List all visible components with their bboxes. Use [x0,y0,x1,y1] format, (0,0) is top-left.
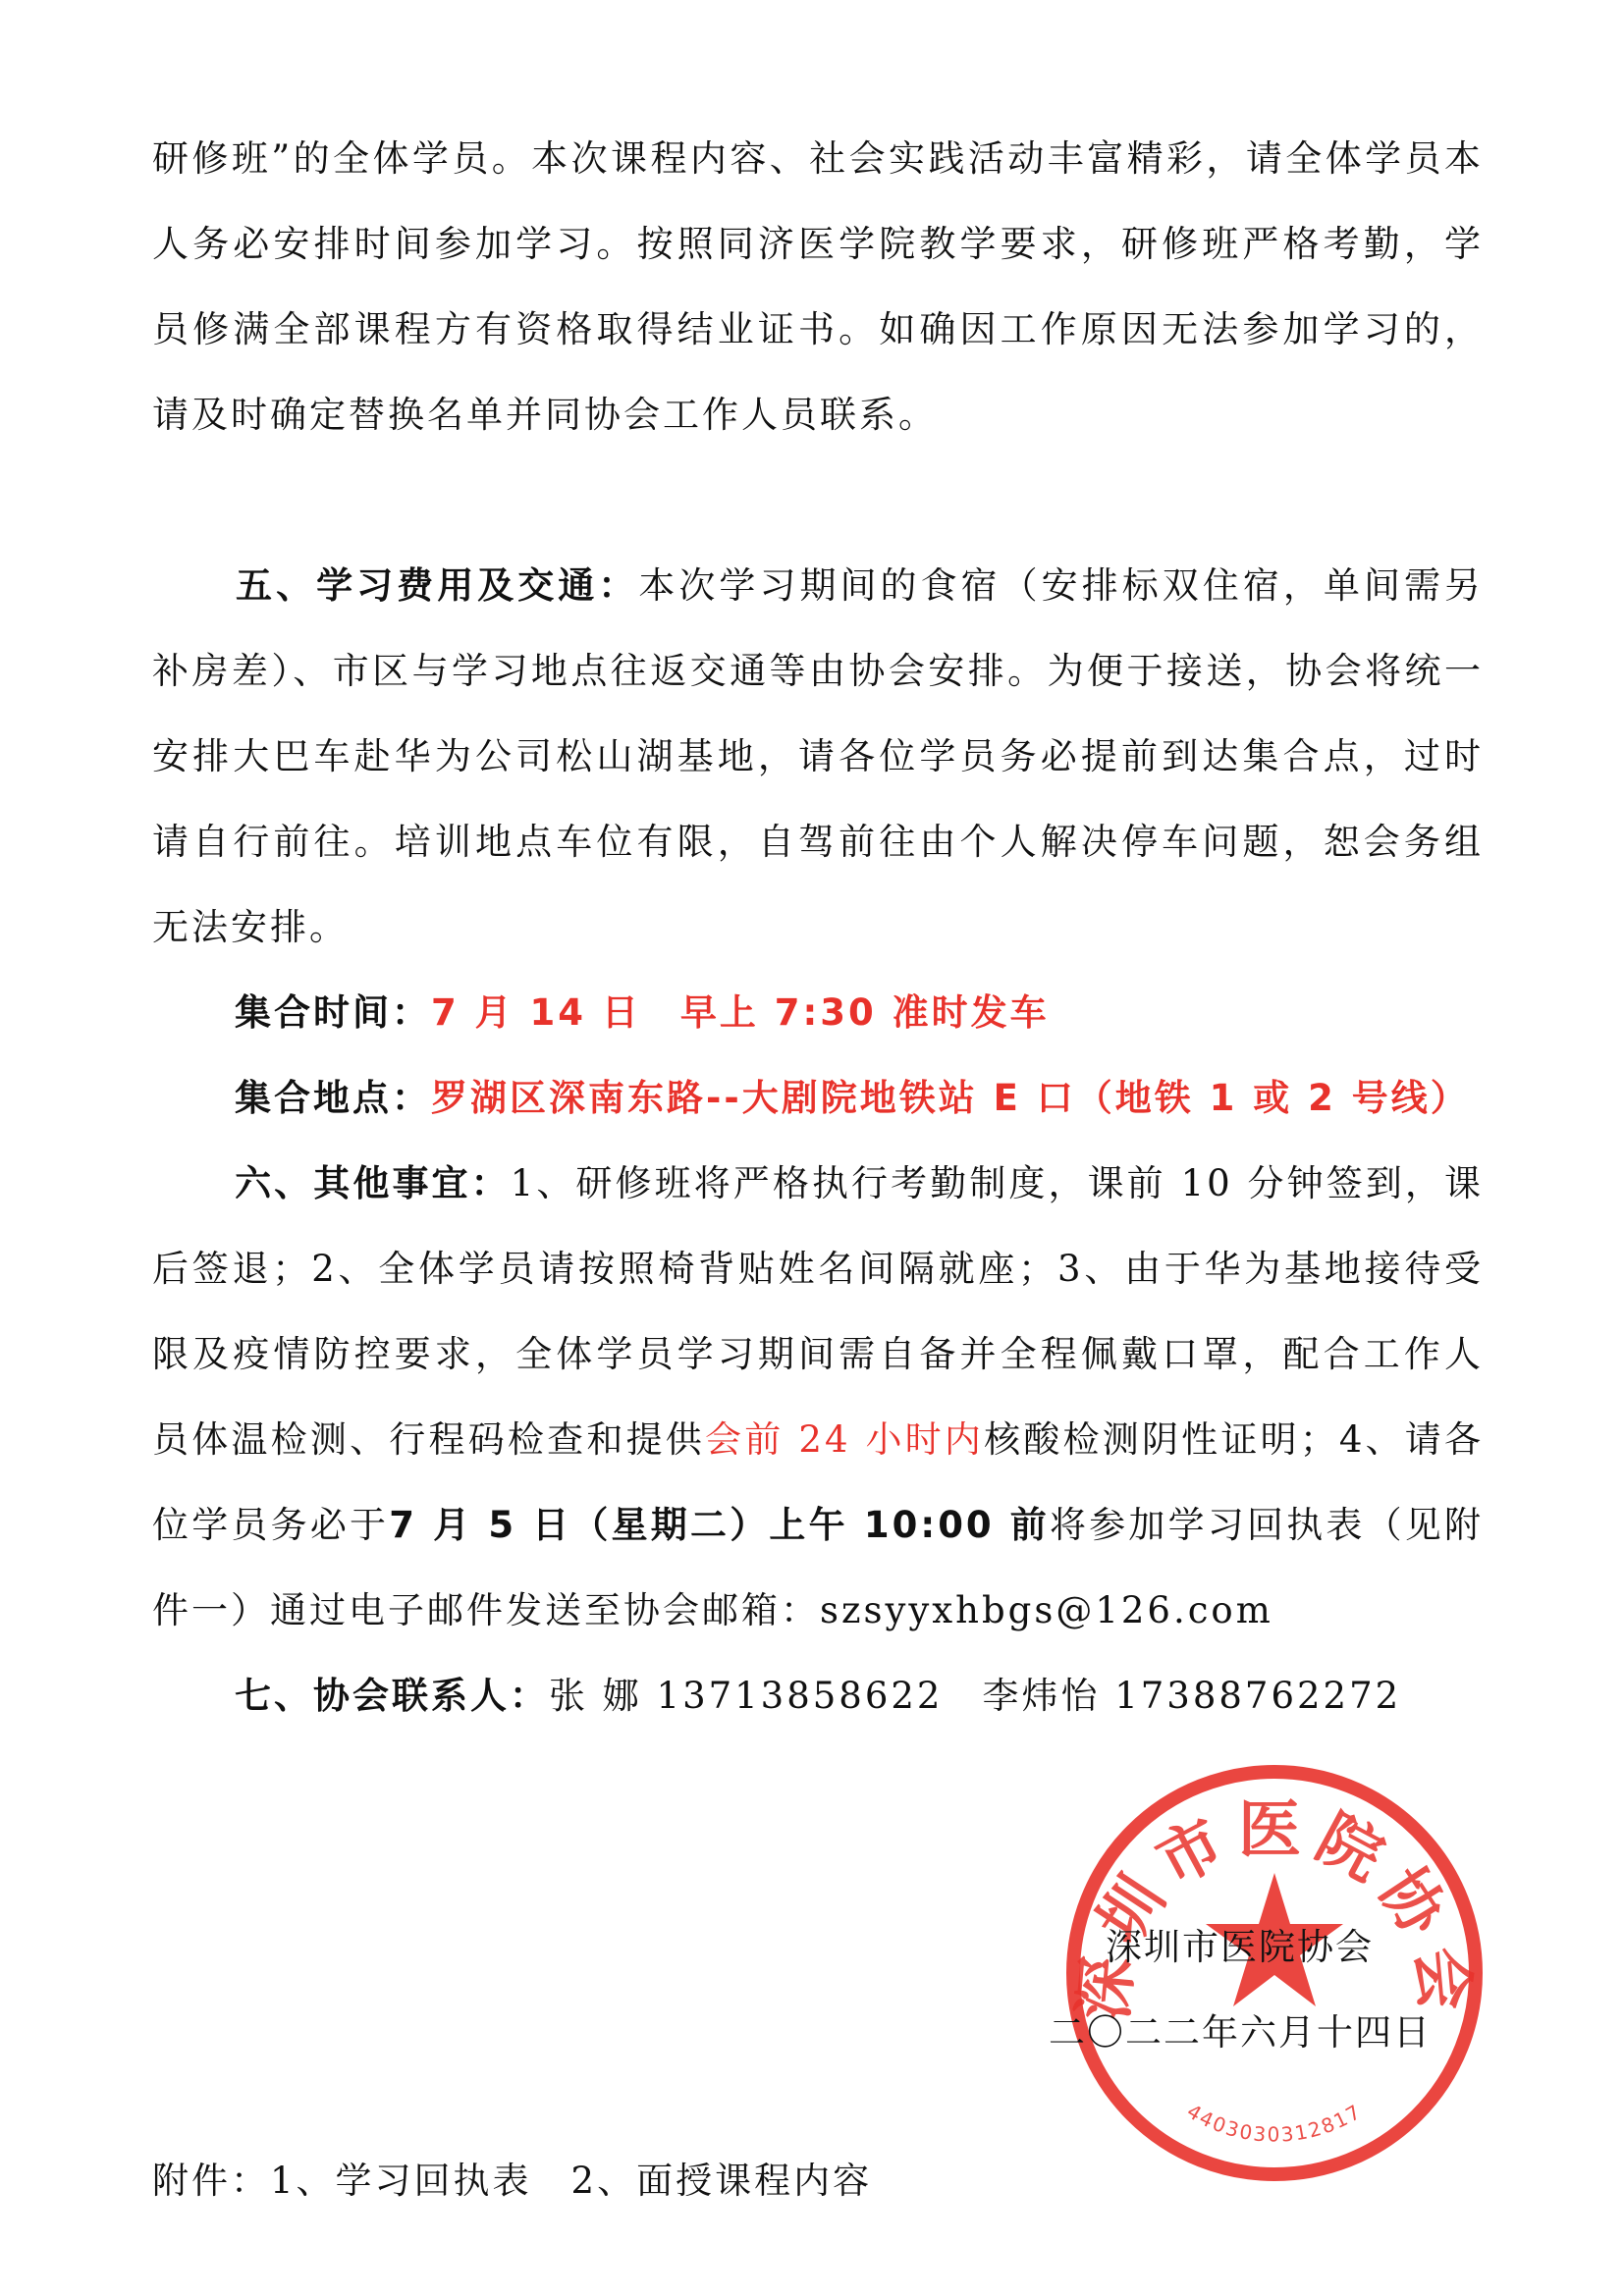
section-five [152,543,1484,970]
signature-date: 二〇二二年六月十四日 [1049,2011,1432,2054]
paragraph-attendance [152,116,1484,457]
section-six-deadline: 7 月 5 日（星期二）上午 10:00 前 [389,1504,1050,1546]
seal-number: 4403030312817 [1182,2099,1367,2147]
gather-place-label: 集合地点： [235,1077,431,1119]
gather-place [235,1055,1470,1141]
section-six-heading: 六、其他事宜： [235,1162,511,1204]
official-seal-icon [1058,1757,1490,2189]
gather-time [235,970,1050,1055]
gather-place-value: 罗湖区深南东路--大剧院地铁站 E 口（地铁 1 或 2 号线） [431,1077,1470,1119]
attachments-line [152,2138,872,2223]
signature-organization: 深圳市医院协会 [1106,1926,1374,1968]
section-six-body-red: 会前 24 小时内 [705,1418,985,1461]
svg-text:4403030312817 [1183,2099,1366,2146]
attachments-text: 附件：1、学习回执表 2、面授课程内容 [152,2160,873,2202]
section-six [152,1141,1484,1653]
section-six-body-c: 将参加学习回执表（见附件一）通过电子邮件发送至协会邮箱：szsyyxhbgs@126.com [152,1504,1485,1631]
section-six-body-b: 核酸检测阴性证明；4、请各位学员务必于 [152,1418,1485,1546]
paragraph-attendance-text: 研修班”的全体学员。本次课程内容、社会实践活动丰富精彩，请全体学员本人务必安排时间参加学习。按照同济医学院教学要求，研修班严格考勤，学员修满全部课程方有资格取得结业证书。如确因工作原因无法参加学习的，请及时确定替换名单并同协会工作人员联系。 [152,137,1484,436]
section-five-body: 本次学习期间的食宿（安排标双住宿，单间需另补房差）、市区与学习地点往返交通等由协会安排。为便于接送，协会将统一安排大巴车赴华为公司松山湖基地，请各位学员务必提前到达集合点，过时请自行前往。培训地点车位有限，自驾前往由个人解决停车问题，恕会务组无法安排。 [152,564,1485,948]
seal-text: 深圳市医院协会 [1066,1793,1483,2023]
section-five-heading: 五、学习费用及交通： [235,564,639,607]
section-seven-body: 张 娜 13713858622 李炜怡 17388762272 [549,1675,1402,1717]
section-seven [235,1653,1401,1738]
section-six-body-a: 1、研修班将严格执行考勤制度，课前 10 分钟签到，课后签退；2、全体学员请按照椅背贴姓名间隔就座；3、由于华为基地接待受限及疫情防控要求，全体学员学习期间需自备并全程佩戴口罩，配合工作人员体温检测、行程码检查和提供 [152,1162,1484,1461]
gather-time-value: 7 月 14 日 早上 7:30 准时发车 [431,991,1050,1034]
section-seven-heading: 七、协会联系人： [235,1675,549,1717]
gather-time-label: 集合时间： [235,991,431,1034]
